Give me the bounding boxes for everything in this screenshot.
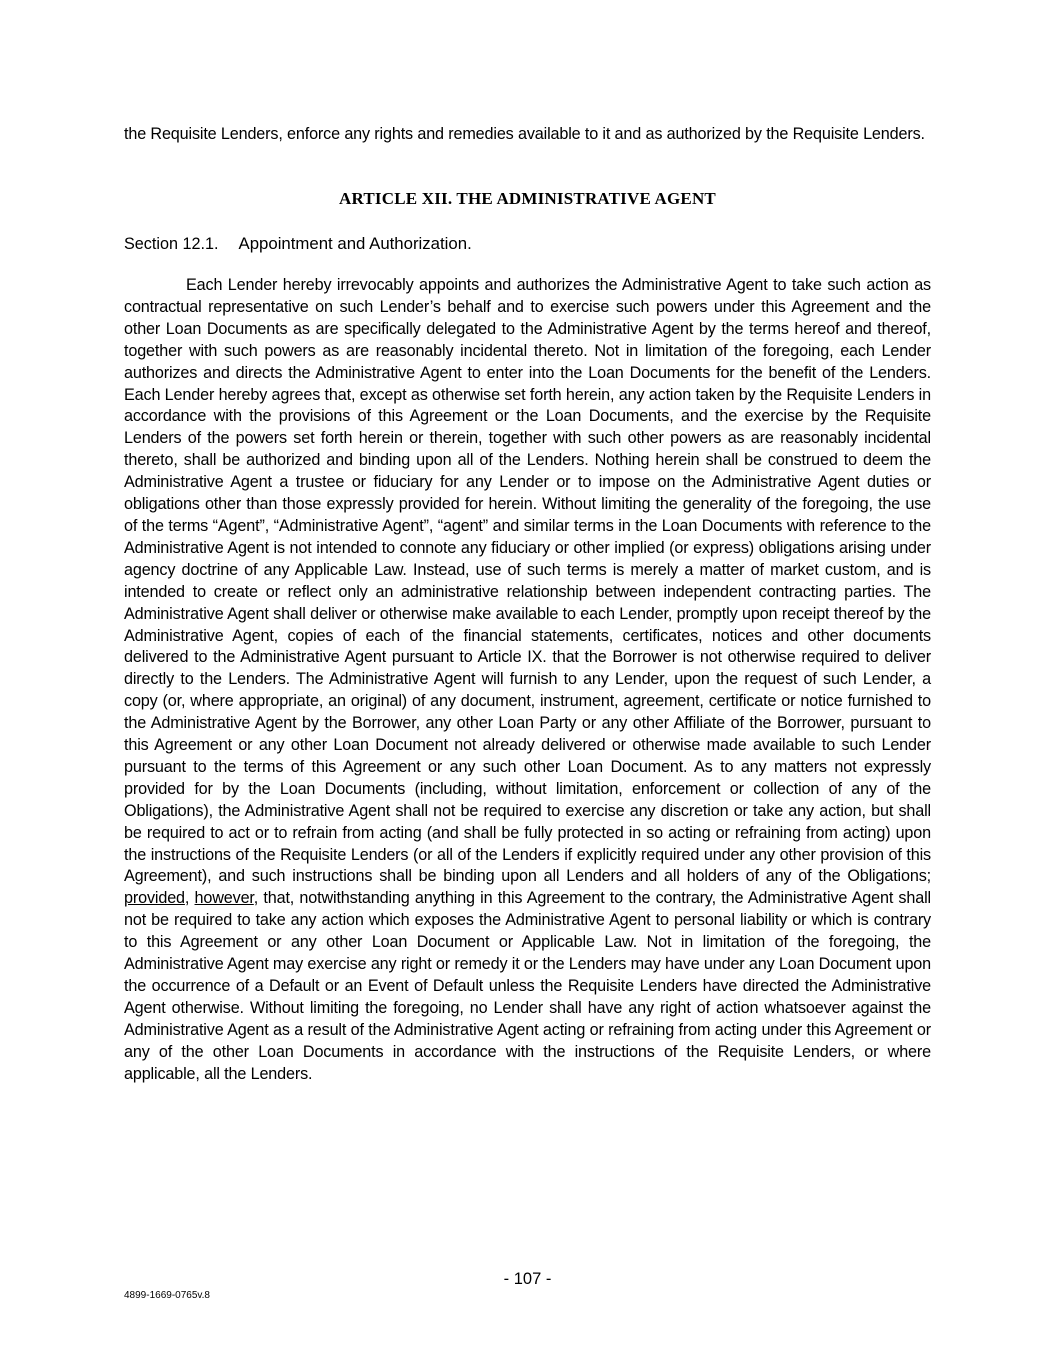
- section-title: Appointment and Authorization.: [238, 234, 472, 253]
- document-id: 4899-1669-0765v.8: [124, 1290, 210, 1301]
- intro-paragraph: the Requisite Lenders, enforce any rights and remedies available to it and as authorized by the Requisite Lenders.: [124, 125, 925, 143]
- provided-term: provided: [124, 889, 185, 908]
- section-number: Section 12.1.: [124, 235, 219, 253]
- section-heading: [124, 233, 472, 255]
- however-term: however: [194, 889, 254, 908]
- main-paragraph-text-after: , that, notwithstanding anything in this Agreement to the contrary, the Administrative Agent shall not be required to take any action which exposes the Administrative Agent to personal liability or which is contrary to this Agreement or any other Loan Document or Applicable Law. Not in limitation of the foregoing, the Administrative Agent may exercise any right or remedy it or the Lenders may have under any Loan Document upon the occurrence of a Default or an Event of Default unless the Requisite Lenders have directed the Administrative Agent otherwise. Without limiting the foregoing, no Lender shall have any right of action whatsoever against the Administrative Agent as a result of the Administrative Agent acting or refraining from acting under this Agreement or any of the other Loan Documents in accordance with the instructions of the Requisite Lenders, or where applicable, all the Lenders.: [124, 889, 931, 1083]
- main-paragraph: [124, 275, 931, 1086]
- article-heading: ARTICLE XII. THE ADMINISTRATIVE AGENT: [339, 189, 716, 208]
- comma: ,: [184, 889, 190, 908]
- main-paragraph-text-before: Each Lender hereby irrevocably appoints and authorizes the Administrative Agent to take such action as contractual representative on such Lender’s behalf and to exercise such powers under this Agreement and the other Loan Documents as are specifically delegated to the Administrative Agent by the terms hereof and thereof, together with such powers as are reasonably incidental thereto. Not in limitation of the foregoing, each Lender authorizes and directs the Administrative Agent to enter into the Loan Documents for the benefit of the Lenders. Each Lender hereby agrees that, except as otherwise set forth herein, any action taken by the Requisite Lenders in accordance with the provisions of this Agreement or the Loan Documents, and the exercise by the Requisite Lenders of the powers set forth herein or therein, together with such other powers as are reasonably incidental thereto, shall be authorized and binding upon all of the Lenders. Nothing herein shall be construed to deem the Administrative Agent a trustee or fiduciary for any Lender or to impose on the Administrative Agent duties or obligations other than those expressly provided for herein. Without limiting the generality of the foregoing, the use of the terms “Agent”, “Administrative Agent”, “agent” and similar terms in the Loan Documents with reference to the Administrative Agent is not intended to connote any fiduciary or other implied (or express) obligations arising under agency doctrine of any Applicable Law. Instead, use of such terms is merely a matter of market custom, and is intended to create or reflect only an administrative relationship between independent contracting parties. The Administrative Agent shall deliver or otherwise make available to each Lender, promptly upon receipt thereof by the Administrative Agent, copies of each of the financial statements, certificates, notices and other documents delivered to the Administrative Agent pursuant to Article IX. that the Borrower is not otherwise required to deliver directly to the Lenders. The Administrative Agent will furnish to any Lender, upon the request of such Lender, a copy (or, where appropriate, an original) of any document, instrument, agreement, certificate or notice furnished to the Administrative Agent by the Borrower, any other Loan Party or any other Affiliate of the Borrower, pursuant to this Agreement or any other Loan Document not already delivered or otherwise made available to such Lender pursuant to the terms of this Agreement or any such other Loan Document. As to any matters not expressly provided for by the Loan Documents (including, without limitation, enforcement or collection of any of the Obligations), the Administrative Agent shall not be required to exercise any discretion or take any action, but shall be required to act or to refrain from acting (and shall be fully protected in so acting or refraining from acting) upon the instructions of the Requisite Lenders (or all of the Lenders if explicitly required under any other provision of this Agreement), and such instructions shall be binding upon all Lenders and all holders of any of the Obligations;: [124, 276, 931, 886]
- page-number: - 107 -: [503, 1270, 552, 1288]
